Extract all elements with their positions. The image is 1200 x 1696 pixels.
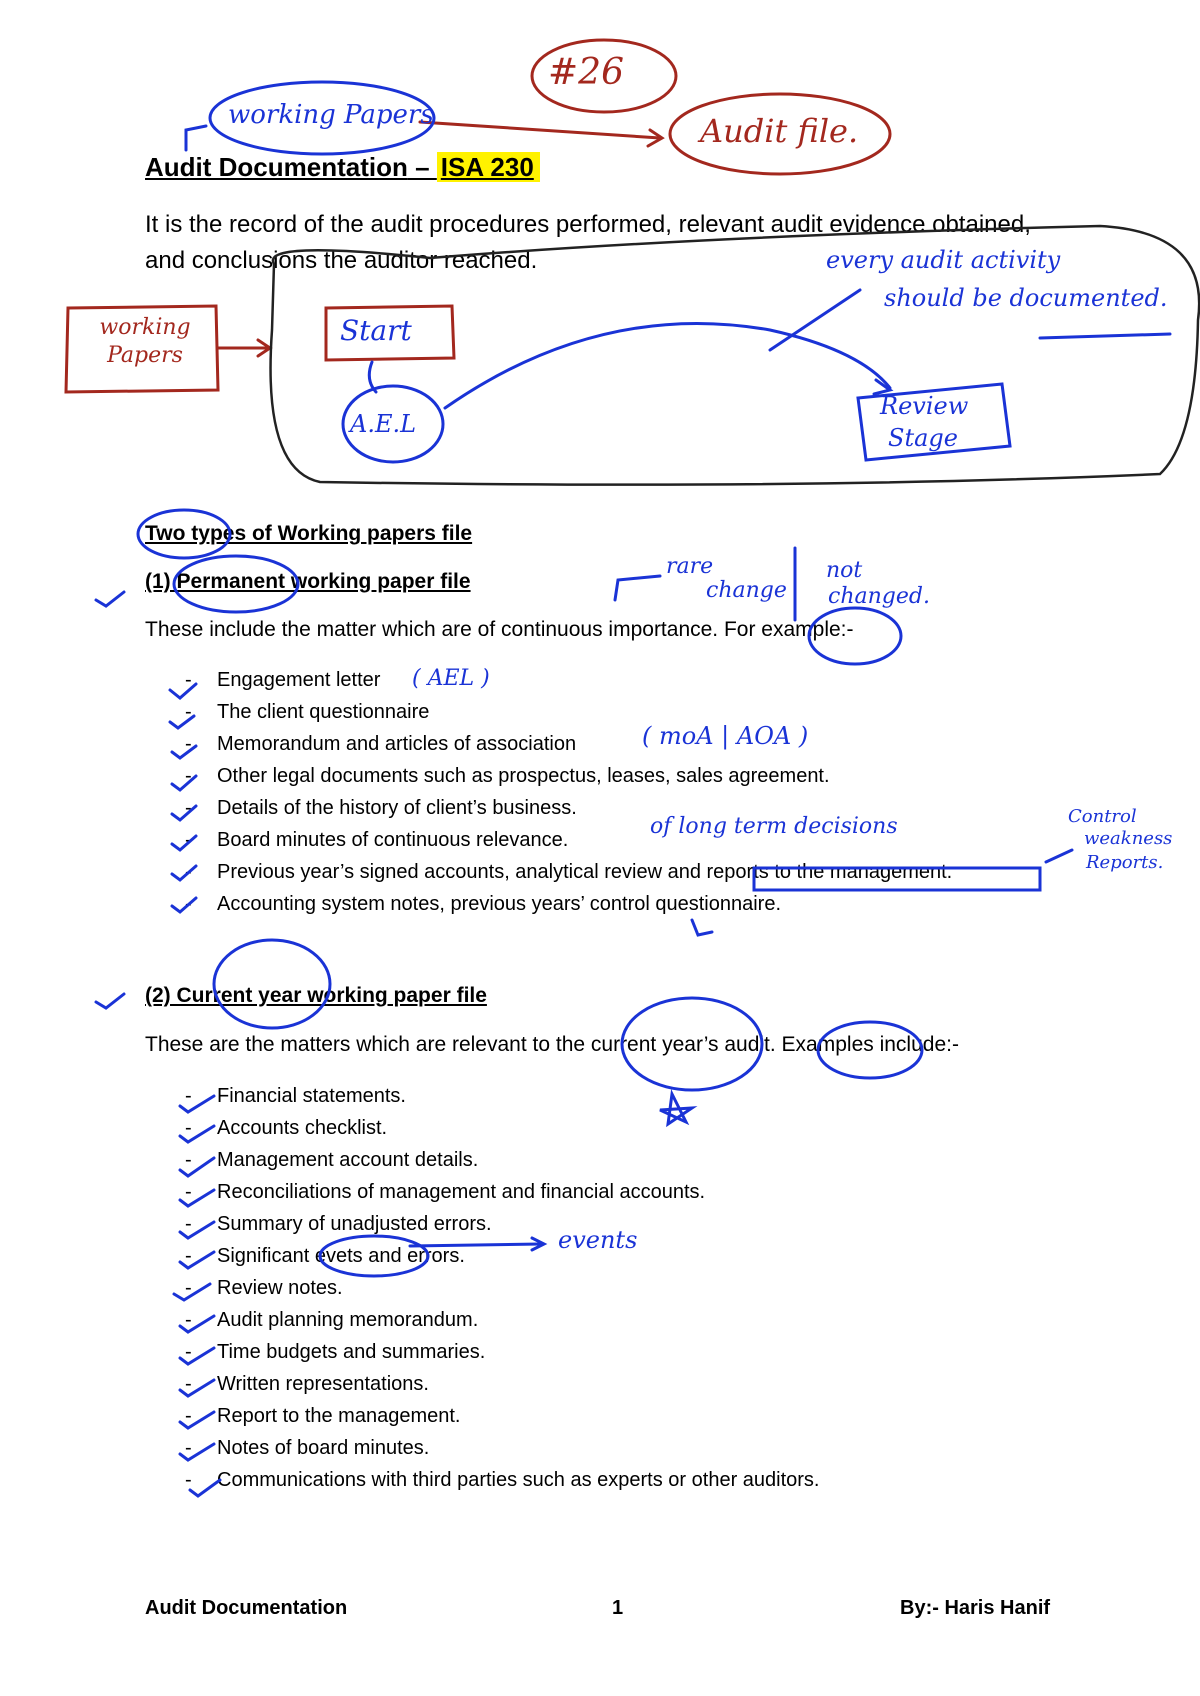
- list-item-text: Notes of board minutes.: [217, 1437, 430, 1459]
- list-item-text: Other legal documents such as prospectus, leases, sales agreement.: [217, 765, 830, 787]
- section-heading: [145, 522, 472, 546]
- list-item: [185, 856, 952, 888]
- list-bullet: -: [185, 1085, 192, 1107]
- list-item: [185, 1272, 820, 1304]
- list-item-text: Communications with third parties such as experts or other auditors.: [217, 1469, 820, 1491]
- audit-file-note: Audit file.: [700, 112, 859, 150]
- review-label: Review: [880, 392, 969, 420]
- list-item: [185, 1080, 820, 1112]
- long-term-note: of long term decisions: [650, 814, 898, 839]
- permanent-description: These include the matter which are of continuous importance. For example:-: [145, 618, 854, 641]
- list-item-text: Previous year’s signed accounts, analytical review and reports to the management.: [217, 861, 953, 883]
- list-item-text: Significant evets and errors.: [217, 1245, 465, 1267]
- list-bullet: -: [185, 1277, 192, 1299]
- list-bullet: -: [185, 1245, 192, 1267]
- stage-label: Stage: [888, 424, 958, 452]
- list-bullet: -: [185, 733, 192, 755]
- permanent-list: [185, 664, 952, 920]
- events-note: events: [558, 1226, 638, 1254]
- list-bullet: -: [185, 1373, 192, 1395]
- list-item-text: Time budgets and summaries.: [217, 1341, 486, 1363]
- current-description: These are the matters which are relevant to the current year’s audit. Examples include:-: [145, 1033, 959, 1056]
- every-audit-note: every audit activity: [826, 246, 1061, 274]
- reports-note: Reports.: [1086, 852, 1164, 873]
- list-bullet: -: [185, 829, 192, 851]
- list-item-text: Details of the history of client’s business.: [217, 797, 577, 819]
- arrowhead: [648, 130, 662, 146]
- list-item: [185, 1144, 820, 1176]
- list-item-text: Review notes.: [217, 1277, 343, 1299]
- list-bullet: -: [185, 1437, 192, 1459]
- moa-aoa-note: ( moA | AOA ): [642, 722, 809, 750]
- documented-note: should be documented.: [884, 284, 1168, 312]
- start-label: Start: [340, 314, 412, 347]
- list-item-text: Board minutes of continuous relevance.: [217, 829, 569, 851]
- footer-author: By:- Haris Hanif: [900, 1597, 1051, 1619]
- list-item: [185, 1432, 820, 1464]
- list-item-text: Accounting system notes, previous years’ control questionnaire.: [217, 893, 781, 915]
- section-heading-text: Two types of Working papers file: [145, 522, 473, 545]
- small-arrow: [692, 920, 712, 935]
- list-item: [185, 1400, 820, 1432]
- list-item-text: Management account details.: [217, 1149, 479, 1171]
- list-item-text: The client questionnaire: [217, 701, 430, 723]
- list-bullet: -: [185, 1309, 192, 1331]
- list-item: [185, 1336, 820, 1368]
- list-bullet: -: [185, 1149, 192, 1171]
- list-bullet: -: [185, 861, 192, 883]
- rare-note: rare: [666, 554, 714, 579]
- title-main: Audit Documentation: [145, 152, 408, 182]
- list-item-text: Reconciliations of management and financial accounts.: [217, 1181, 706, 1203]
- current-list: [185, 1080, 820, 1496]
- list-item: [185, 1368, 820, 1400]
- list-bullet: -: [185, 1181, 192, 1203]
- list-item: [185, 1304, 820, 1336]
- list-item: [185, 760, 952, 792]
- permanent-heading: (1) Permanent working paper file: [145, 570, 471, 593]
- title-dash: –: [407, 152, 437, 182]
- list-bullet: -: [185, 1405, 192, 1427]
- working-papers-note: working Papers: [228, 100, 434, 130]
- list-bullet: -: [185, 1341, 192, 1363]
- footer-page-number: 1: [612, 1597, 624, 1619]
- list-bullet: -: [185, 765, 192, 787]
- list-item: [185, 728, 952, 760]
- list-item: [185, 1464, 820, 1496]
- list-item: [185, 1176, 820, 1208]
- list-item-text: Memorandum and articles of association: [217, 733, 577, 755]
- list-item-text: Summary of unadjusted errors.: [217, 1213, 492, 1235]
- working-papers-box-label: working Papers: [99, 315, 191, 368]
- list-item-text: Audit planning memorandum.: [217, 1309, 479, 1331]
- not-note: not: [826, 558, 863, 583]
- list-item-text: Engagement letter: [217, 669, 381, 691]
- list-bullet: -: [185, 701, 192, 723]
- title-standard: ISA 230: [437, 152, 540, 182]
- list-item-text: Financial statements.: [217, 1085, 406, 1107]
- intro-paragraph: It is the record of the audit procedures performed, relevant audit evidence obtained, and conclusions the auditor reached.: [145, 211, 1031, 274]
- change-note: change: [706, 578, 787, 603]
- list-item-text: Report to the management.: [217, 1405, 461, 1427]
- changed-note: changed.: [828, 584, 930, 609]
- weakness-note: weakness: [1084, 828, 1173, 849]
- current-heading: (2) Current year working paper file: [145, 984, 487, 1007]
- list-bullet: -: [185, 1469, 192, 1491]
- control-note: Control: [1068, 806, 1137, 827]
- list-item: [185, 664, 952, 696]
- list-item: [185, 1112, 820, 1144]
- list-bullet: -: [185, 1213, 192, 1235]
- page-title: [145, 152, 540, 183]
- list-bullet: -: [185, 893, 192, 915]
- list-item: [185, 888, 952, 920]
- list-item-text: Written representations.: [217, 1373, 429, 1395]
- list-item-text: Accounts checklist.: [217, 1117, 388, 1139]
- arrow-to-audit-file: [420, 122, 660, 138]
- list-item: [185, 1240, 820, 1272]
- footer-left: Audit Documentation: [145, 1597, 348, 1619]
- list-bullet: -: [185, 1117, 192, 1139]
- list-bullet: -: [185, 797, 192, 819]
- number-annotation: #26: [548, 52, 624, 93]
- list-bullet: -: [185, 669, 192, 691]
- ael-paren-note: ( AEL ): [412, 666, 490, 691]
- ael-label: A.E.L: [350, 410, 417, 438]
- arrow-ael-to-review: [445, 323, 890, 408]
- list-item: [185, 1208, 820, 1240]
- list-item: [185, 696, 952, 728]
